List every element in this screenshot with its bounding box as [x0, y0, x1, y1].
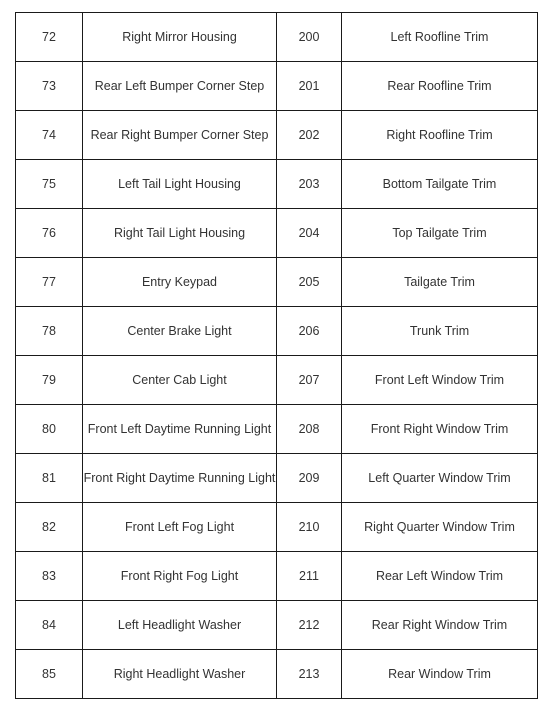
part-number-cell: 82	[16, 503, 83, 552]
part-name-cell: Right Quarter Window Trim	[342, 503, 538, 552]
part-name-cell: Entry Keypad	[83, 258, 277, 307]
part-number-cell: 212	[277, 601, 342, 650]
part-name-cell: Left Roofline Trim	[342, 13, 538, 62]
part-name-cell: Front Left Window Trim	[342, 356, 538, 405]
part-name-cell: Left Headlight Washer	[83, 601, 277, 650]
part-number-cell: 201	[277, 62, 342, 111]
table-row	[16, 405, 538, 454]
part-number-cell: 213	[277, 650, 342, 699]
part-name-cell: Rear Right Window Trim	[342, 601, 538, 650]
part-name-cell: Rear Window Trim	[342, 650, 538, 699]
part-number-cell: 84	[16, 601, 83, 650]
part-name-cell: Rear Left Window Trim	[342, 552, 538, 601]
part-name-cell: Left Quarter Window Trim	[342, 454, 538, 503]
part-name-cell: Top Tailgate Trim	[342, 209, 538, 258]
table-row	[16, 601, 538, 650]
part-number-cell: 74	[16, 111, 83, 160]
part-name-cell: Center Cab Light	[83, 356, 277, 405]
part-number-cell: 73	[16, 62, 83, 111]
table-row	[16, 356, 538, 405]
part-name-cell: Right Roofline Trim	[342, 111, 538, 160]
part-name-cell: Rear Right Bumper Corner Step	[83, 111, 277, 160]
part-number-cell: 78	[16, 307, 83, 356]
part-number-cell: 209	[277, 454, 342, 503]
part-number-cell: 75	[16, 160, 83, 209]
part-number-cell: 72	[16, 13, 83, 62]
part-number-cell: 202	[277, 111, 342, 160]
part-number-cell: 205	[277, 258, 342, 307]
part-number-cell: 79	[16, 356, 83, 405]
part-number-cell: 83	[16, 552, 83, 601]
part-number-cell: 210	[277, 503, 342, 552]
part-name-cell: Rear Left Bumper Corner Step	[83, 62, 277, 111]
part-name-cell: Right Headlight Washer	[83, 650, 277, 699]
part-number-cell: 207	[277, 356, 342, 405]
part-name-cell: Tailgate Trim	[342, 258, 538, 307]
parts-table	[15, 12, 538, 699]
part-name-cell: Bottom Tailgate Trim	[342, 160, 538, 209]
part-name-cell: Front Right Daytime Running Light	[83, 454, 277, 503]
part-number-cell: 206	[277, 307, 342, 356]
part-name-cell: Front Right Fog Light	[83, 552, 277, 601]
part-number-cell: 203	[277, 160, 342, 209]
part-name-cell: Rear Roofline Trim	[342, 62, 538, 111]
table-row	[16, 552, 538, 601]
table-row	[16, 307, 538, 356]
table-row	[16, 209, 538, 258]
table-row	[16, 13, 538, 62]
parts-table-body	[16, 13, 538, 699]
part-name-cell: Front Left Fog Light	[83, 503, 277, 552]
part-name-cell: Right Mirror Housing	[83, 13, 277, 62]
table-row	[16, 62, 538, 111]
table-row	[16, 111, 538, 160]
part-number-cell: 211	[277, 552, 342, 601]
table-row	[16, 454, 538, 503]
part-number-cell: 85	[16, 650, 83, 699]
table-row	[16, 160, 538, 209]
part-number-cell: 76	[16, 209, 83, 258]
part-number-cell: 204	[277, 209, 342, 258]
part-number-cell: 80	[16, 405, 83, 454]
part-number-cell: 200	[277, 13, 342, 62]
part-number-cell: 81	[16, 454, 83, 503]
part-name-cell: Left Tail Light Housing	[83, 160, 277, 209]
part-name-cell: Front Left Daytime Running Light	[83, 405, 277, 454]
part-number-cell: 77	[16, 258, 83, 307]
table-row	[16, 650, 538, 699]
part-name-cell: Front Right Window Trim	[342, 405, 538, 454]
table-row	[16, 503, 538, 552]
part-name-cell: Trunk Trim	[342, 307, 538, 356]
part-name-cell: Right Tail Light Housing	[83, 209, 277, 258]
table-row	[16, 258, 538, 307]
part-name-cell: Center Brake Light	[83, 307, 277, 356]
part-number-cell: 208	[277, 405, 342, 454]
